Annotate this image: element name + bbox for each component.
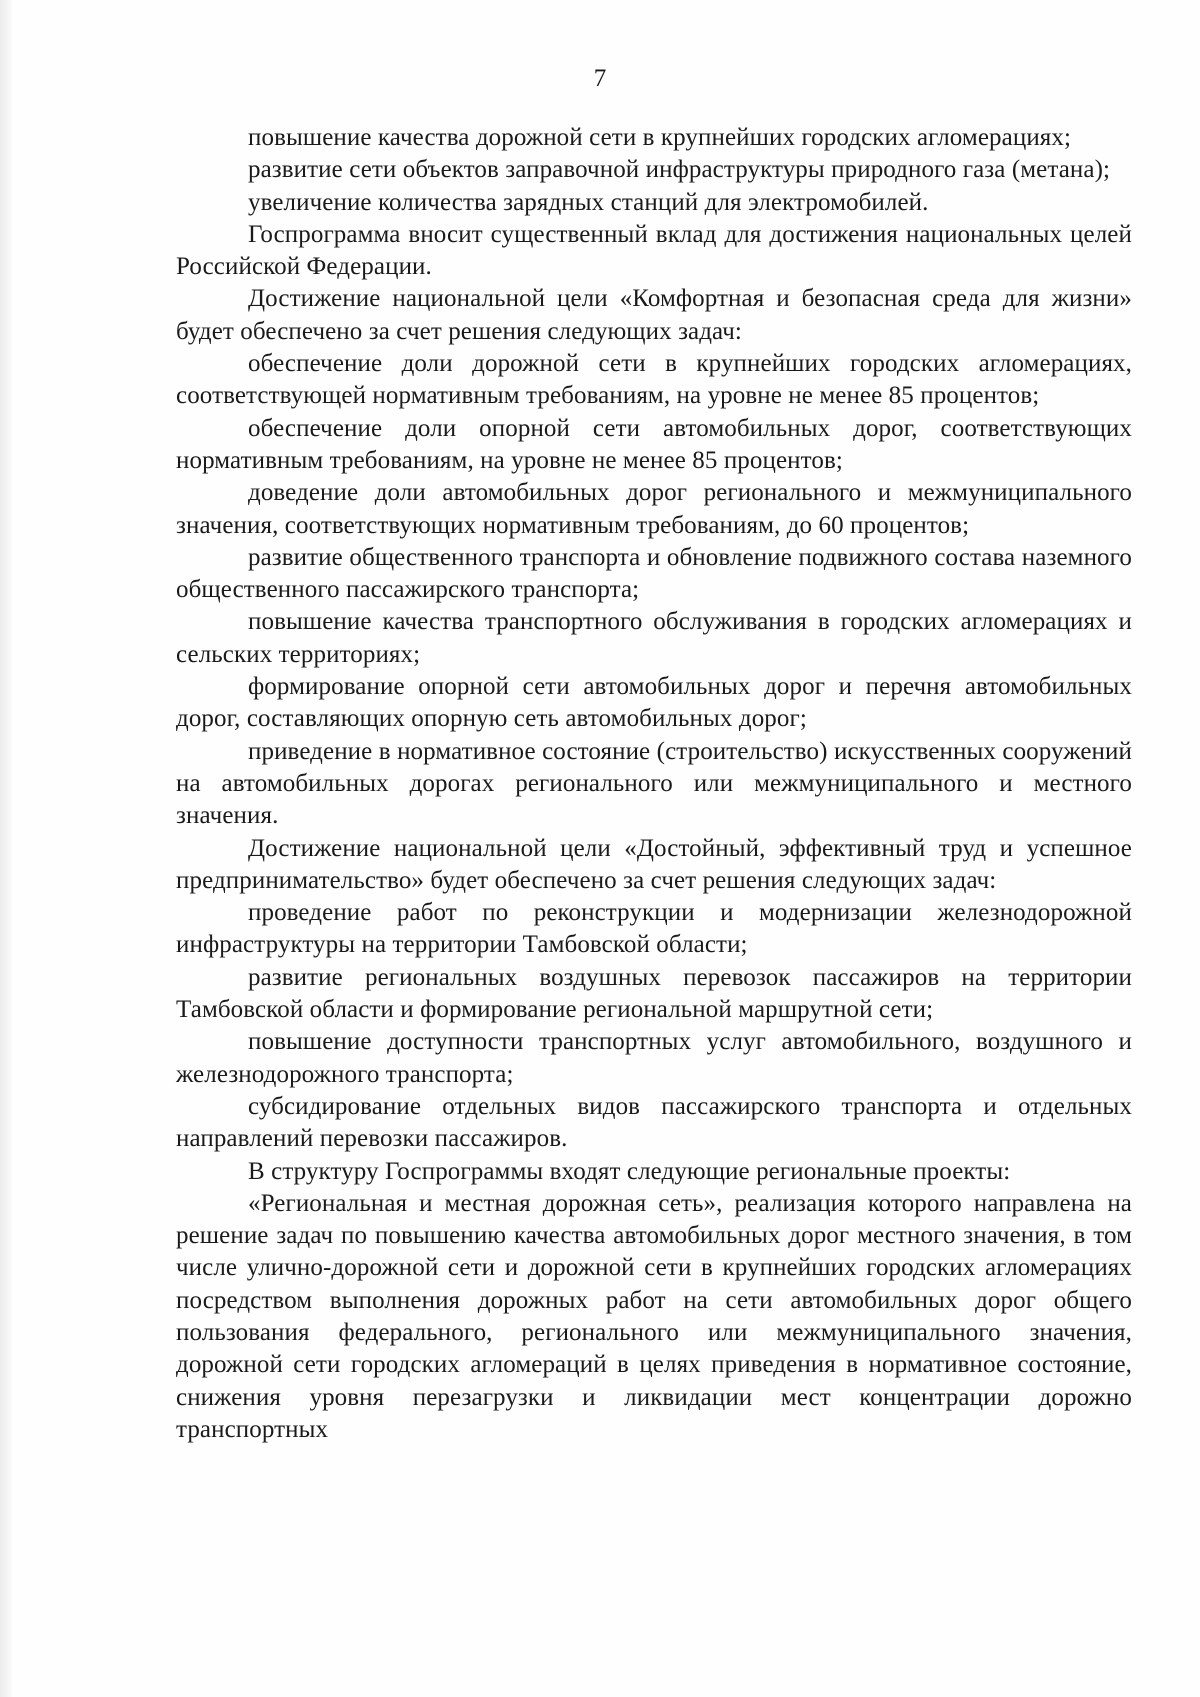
paragraph: формирование опорной сети автомобильных дорог и перечня автомобильных дорог, составляющих опорную сеть автомобильных дорог; bbox=[176, 673, 1132, 733]
paragraph: «Региональная и местная дорожная сеть», реализация которого направлена на решение задач по повышению качества автомобильных дорог местного значения, в том числе улично-дорожной сети и дорожной сети в крупнейших городских агломерациях посредством выполнения дорожных работ на сети автомобильных дорог общего пользования федерального, регионального или межмуниципального значения, дорожной сети городских агломераций в целях приведения в нормативное состояние, снижения уровня перезагрузки и ликвидации мест концентрации дорожно транспортных bbox=[176, 1189, 1132, 1443]
paragraph: Достижение национальной цели «Достойный, эффективный труд и успешное предпринимательство» будет обеспечено за счет решения следующих задач: bbox=[176, 834, 1132, 894]
paragraph: доведение доли автомобильных дорог регионального и межмуниципального значения, соответствующих нормативным требованиям, до 60 процентов; bbox=[176, 479, 1132, 539]
paragraph: обеспечение доли опорной сети автомобильных дорог, соответствующих нормативным требованиям, на уровне не менее 85 процентов; bbox=[176, 414, 1132, 474]
paragraph: развитие общественного транспорта и обновление подвижного состава наземного общественного пассажирского транспорта; bbox=[176, 543, 1132, 604]
paragraph: Достижение национальной цели «Комфортная и безопасная среда для жизни» будет обеспечено за счет решения следующих задач: bbox=[176, 285, 1132, 345]
paragraph: увеличение количества зарядных станций для электромобилей. bbox=[248, 188, 929, 216]
paragraph: повышение качества транспортного обслуживания в городских агломерациях и сельских территориях; bbox=[176, 608, 1132, 668]
paragraph: повышение доступности транспортных услуг автомобильного, воздушного и железнодорожного транспорта; bbox=[176, 1028, 1132, 1088]
paragraph: Госпрограмма вносит существенный вклад для достижения национальных целей Российской Федерации. bbox=[176, 220, 1132, 281]
page-number: 7 bbox=[593, 65, 607, 92]
scan-edge bbox=[0, 0, 12, 1697]
paragraph: развитие региональных воздушных перевозок пассажиров на территории Тамбовской области и формирование региональной маршрутной сети; bbox=[176, 963, 1132, 1024]
paragraph: повышение качества дорожной сети в крупнейших городских агломерациях; bbox=[248, 124, 1072, 151]
document-body bbox=[176, 122, 1132, 1446]
paragraph: развитие сети объектов заправочной инфраструктуры природного газа (метана); bbox=[248, 156, 1111, 184]
paragraph: обеспечение доли дорожной сети в крупнейших городских агломерациях, соответствующей нормативным требованиям, на уровне не менее 85 процентов; bbox=[176, 350, 1132, 410]
paragraph: В структуру Госпрограммы входят следующие региональные проекты: bbox=[248, 1157, 1011, 1185]
paragraph: приведение в нормативное состояние (строительство) искусственных сооружений на автомобильных дорогах регионального или межмуниципального и местного значения. bbox=[176, 737, 1132, 830]
paragraph: проведение работ по реконструкции и модернизации железнодорожной инфраструктуры на территории Тамбовской области; bbox=[176, 899, 1132, 959]
paragraph: субсидирование отдельных видов пассажирского транспорта и отдельных направлений перевозки пассажиров. bbox=[176, 1092, 1132, 1153]
